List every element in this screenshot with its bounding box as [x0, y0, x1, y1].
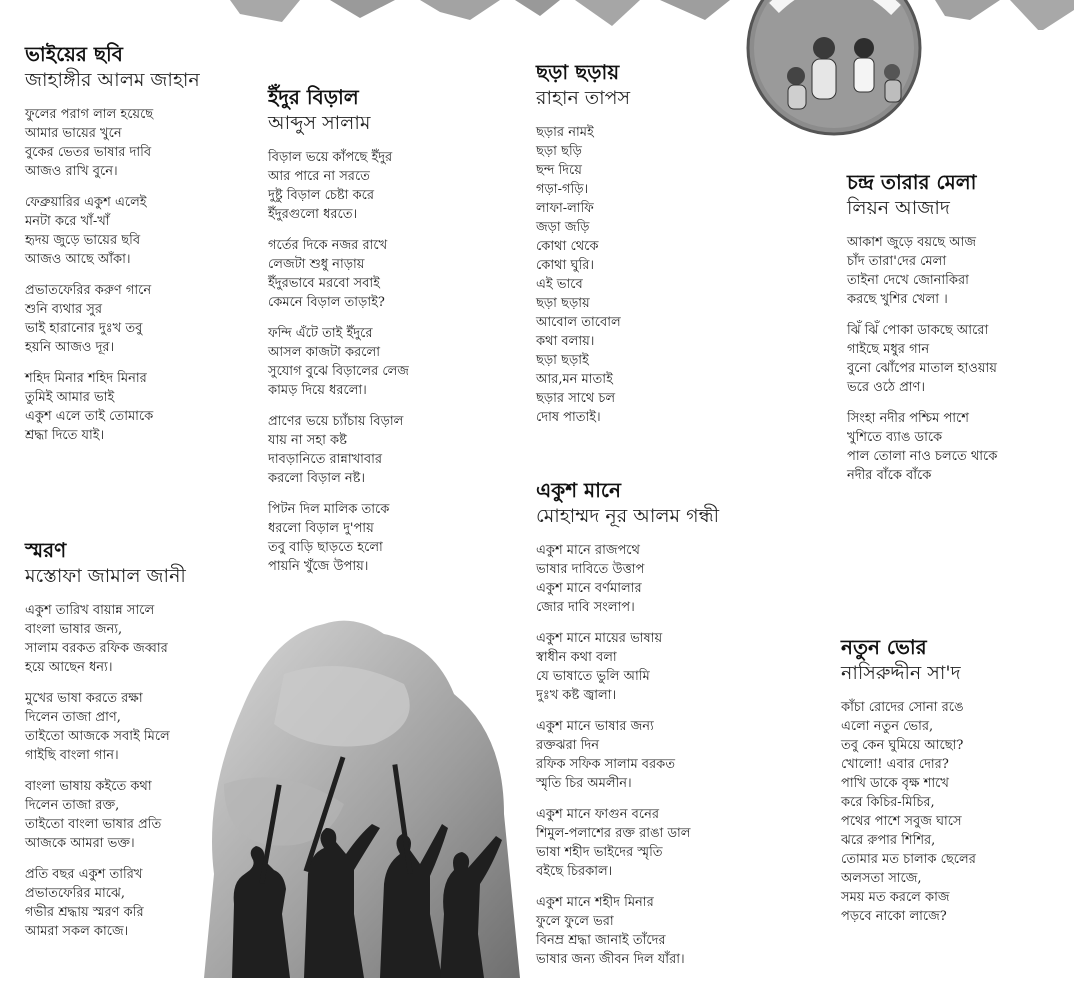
poem-line: রফিক সফিক সালাম বরকত	[536, 757, 676, 772]
poem-line: বুকের ভেতর ভাষার দাবি	[25, 145, 152, 160]
poem-line: সময় মত করলে কাজ	[841, 890, 950, 905]
stanza	[268, 324, 409, 400]
poem-line: ছড়া ছড়ায়	[536, 296, 590, 311]
poem-line: একুশ মানে শহীদ মিনার	[536, 895, 654, 910]
poem-line: গভীর শ্রদ্ধায় স্মরণ করি	[25, 905, 144, 920]
poem-line: কেমনে বিড়াল তাড়াই?	[268, 295, 385, 310]
poem-author: জাহাঙ্গীর আলম জাহান	[25, 69, 200, 91]
poem-line: যে ভাষাতে ভুলি আমি	[536, 669, 650, 684]
poem-line: কোথা ঘুরি।	[536, 258, 595, 273]
poem-line: দিলেন তাজা প্রাণ,	[25, 710, 121, 725]
poem-line: আজও রাখি বুনে।	[25, 164, 118, 179]
poem-line: বইছে চিরকাল।	[536, 864, 613, 879]
poem-ekush-mane	[536, 477, 719, 981]
poem-line: আসল কাজটা করলো	[268, 345, 380, 360]
poem-line: স্মৃতি চির অমলীন।	[536, 776, 632, 791]
poem-line: তবু কেন ঘুমিয়ে আছো?	[841, 738, 964, 753]
poem-line: ফেব্রুয়ারির একুশ এলেই	[25, 195, 147, 210]
poem-smaron	[25, 537, 186, 953]
poem-line: শ্রদ্ধা দিতে যাই।	[25, 428, 105, 443]
stanza	[847, 409, 997, 485]
stanza	[25, 689, 186, 765]
poem-line: ছড়া ছড়াই	[536, 353, 589, 368]
poem-line: ভাষার জন্য জীবন দিল যাঁরা।	[536, 952, 685, 967]
poem-line: হয়ে আছেন ধন্য।	[25, 660, 113, 675]
poem-line: কোথা থেকে	[536, 239, 599, 254]
poem-line: আর পারে না সরতে	[268, 169, 370, 184]
stanza	[847, 321, 997, 397]
stanza	[268, 500, 409, 576]
poem-line: ফুলে ফুলে ভরা	[536, 914, 614, 929]
poem-line: দিলেন তাজা রক্ত,	[25, 798, 120, 813]
poem-line: শুনি ব্যথার সুর	[25, 302, 103, 317]
poem-line: ইঁদুরগুলো ধরতে।	[268, 207, 358, 222]
poem-line: গাইছি বাংলা গান।	[25, 748, 119, 763]
badge-illustration	[746, 0, 922, 136]
poem-line: স্বাধীন কথা বলা	[536, 650, 617, 665]
poem-line: ছন্দ দিয়ে	[536, 163, 582, 178]
stanza	[536, 123, 630, 427]
poem-line: তাইনা দেখে জোনাকিরা	[847, 273, 969, 288]
poem-line: অলসতা সাজে,	[841, 871, 922, 886]
poem-line: করলো বিড়াল নষ্ট।	[268, 471, 366, 486]
stanza	[25, 281, 200, 357]
poem-chhora-chhoray	[536, 59, 630, 439]
badge-children-illustration	[746, 0, 922, 136]
poem-line: আকাশ জুড়ে বয়ছে আজ	[847, 235, 977, 250]
stanza	[841, 698, 976, 926]
poem-line: বাংলা ভাষার জন্য,	[25, 622, 123, 637]
poem-line: বুনো ঝোঁপের মাতাল হাওয়ায়	[847, 361, 997, 376]
poem-line: ঝিঁ ঝিঁ পোকা ডাকছে আরো	[847, 323, 989, 338]
poem-line: প্রাণের ভয়ে চ্যাঁচায় বিড়াল	[268, 414, 404, 429]
poem-line: তাইতো আজকে সবাই মিলে	[25, 729, 170, 744]
poem-line: তোমার মত চালাক ছেলের	[841, 852, 976, 867]
stanza	[268, 412, 409, 488]
poem-line: পড়বে নাকো লাজে?	[841, 909, 947, 924]
poem-line: পায়নি খুঁজে উপায়।	[268, 559, 369, 574]
poem-author: আব্দুস সালাম	[268, 112, 371, 134]
poem-line: জড়া জড়ি	[536, 220, 590, 235]
poem-line: হয়নি আজও দূর।	[25, 340, 115, 355]
poem-title: ইঁদুর বিড়াল	[268, 85, 359, 109]
poem-line: প্রভাতফেরির মাঝে,	[25, 886, 125, 901]
poem-line: এলো নতুন ভোর,	[841, 719, 934, 734]
poem-line: একুশ মানে ভাষার জন্য	[536, 719, 654, 734]
poem-line: লেজটা শুধু নাড়ায়	[268, 257, 365, 272]
poem-line: কথা বলায়।	[536, 334, 595, 349]
poem-line: করছে খুশির খেলা ।	[847, 292, 948, 307]
poem-title: স্মরণ	[25, 538, 67, 562]
poem-chandra-tarar-mela	[847, 169, 997, 497]
poem-line: বিড়াল ভয়ে কাঁপছে ইঁদুর	[268, 150, 393, 165]
poem-line: চাঁদ তারা'দের মেলা	[847, 254, 947, 269]
poem-line: লাফা-লাফি	[536, 201, 594, 216]
poem-author: মোহাম্মদ নূর আলম গন্ধী	[536, 505, 720, 527]
poem-line: ধরলো বিড়াল দু'পায়	[268, 521, 374, 536]
poem-line: করে কিচির-মিচির,	[841, 795, 935, 810]
poem-title: নতুন ভোর	[841, 635, 927, 659]
poem-line: প্রভাতফেরির করুণ গানে	[25, 283, 152, 298]
poem-line: ছড়ার নামই	[536, 125, 594, 140]
stanza	[25, 105, 200, 181]
stanza	[25, 777, 186, 853]
poem-title: ভাইয়ের ছবি	[25, 42, 123, 66]
poem-line: গড়া-গড়ি।	[536, 182, 589, 197]
poem-line: একুশ এলে তাই তোমাকে	[25, 409, 154, 424]
poem-line: প্রতি বছর একুশ তারিখ	[25, 867, 143, 882]
poem-line: গাইছে মধুর গান	[847, 342, 930, 357]
poem-line: তবু বাড়ি ছাড়তে হলো	[268, 540, 383, 555]
poem-line: সিংহা নদীর পশ্চিম পাশে	[847, 411, 969, 426]
stanza	[25, 601, 186, 677]
poem-line: কাঁচা রোদের সোনা রঙে	[841, 700, 964, 715]
poem-line: ভাষা শহীদ ভাইদের স্মৃতি	[536, 845, 663, 860]
poem-line: দাবড়ানিতে রান্নাখাবার	[268, 452, 383, 467]
stanza	[25, 865, 186, 941]
poem-line: জোর দাবি সংলাপ।	[536, 600, 635, 615]
poem-indur-biral	[268, 84, 409, 588]
poem-line: একুশ মানে ফাগুন বনের	[536, 807, 659, 822]
poem-natun-bhor	[841, 634, 976, 938]
poem-line: আমরা সকল কাজে।	[25, 924, 129, 939]
poem-line: শিমুল-পলাশের রক্ত রাঙা ডাল	[536, 826, 691, 841]
poem-line: কামড় দিয়ে ধরলো।	[268, 383, 367, 398]
poem-line: সুযোগ বুঝে বিড়ালের লেজ	[268, 364, 409, 379]
poem-line: ছড়া ছড়ি	[536, 144, 582, 159]
poem-title: একুশ মানে	[536, 478, 621, 502]
poem-line: রক্তঝরা দিন	[536, 738, 599, 753]
poem-title: ছড়া ছড়ায়	[536, 60, 620, 84]
poem-line: একুশ মানে বর্ণমালার	[536, 581, 642, 596]
poem-line: বিনম্র শ্রদ্ধা জানাই তাঁদের	[536, 933, 666, 948]
poem-line: দুঃখ কষ্ট জ্বালা।	[536, 688, 617, 703]
poem-line: আজকে আমরা ভক্ত।	[25, 836, 135, 851]
poem-line: এই ভাবে	[536, 277, 583, 292]
poem-bhaiyer-chhobi	[25, 41, 200, 457]
stanza	[268, 236, 409, 312]
stanza	[536, 805, 719, 881]
poem-author: রাহান তাপস	[536, 87, 631, 109]
stanza	[25, 193, 200, 269]
poem-line: মুখের ভাষা করতে রক্ষা	[25, 691, 143, 706]
stanza	[536, 893, 719, 969]
poem-line: ইঁদুরভাবে মরবো সবাই	[268, 276, 380, 291]
poem-line: খুশিতে ব্যাঙ ডাকে	[847, 430, 943, 445]
poem-author: নাসিরুদ্দীন সা'দ	[841, 662, 961, 684]
poem-title: চন্দ্র তারার মেলা	[847, 170, 977, 194]
protest-silhouette-illustration	[204, 614, 520, 978]
collage-illustration	[204, 614, 520, 978]
poem-line: বাংলা ভাষায় কইতে কথা	[25, 779, 152, 794]
poem-line: আর,মন মাতাই	[536, 372, 613, 387]
poem-line: মনটা করে খাঁ-খাঁ	[25, 214, 110, 229]
stanza	[25, 369, 200, 445]
poem-line: নদীর বাঁকে বাঁকে	[847, 468, 932, 483]
poem-line: যায় না সহা কষ্ট	[268, 433, 347, 448]
poem-line: ফুলের পরাগ লাল হয়েছে	[25, 107, 154, 122]
stanza	[536, 629, 719, 705]
poem-line: গর্তের দিকে নজর রাখে	[268, 238, 388, 253]
poem-line: ঝরে রুপার শিশির,	[841, 833, 936, 848]
poem-line: খোলো! এবার দোর?	[841, 757, 949, 772]
poem-line: ভাষার দাবিতে উত্তাপ	[536, 562, 645, 577]
poem-line: আমার ভায়ের খুনে	[25, 126, 122, 141]
poem-line: ছড়ার সাথে চল	[536, 391, 616, 406]
poem-line: একুশ মানে মায়ের ভাষায়	[536, 631, 663, 646]
poem-line: ভরে ওঠে প্রাণ।	[847, 380, 926, 395]
poem-line: শহিদ মিনার শহিদ মিনার	[25, 371, 147, 386]
poem-line: পাল তোলা নাও চলতে থাকে	[847, 449, 998, 464]
stanza	[268, 148, 409, 224]
poem-line: সালাম বরকত রফিক জব্বার	[25, 641, 168, 656]
stanza	[536, 541, 719, 617]
poem-line: ভাই হারানোর দুঃখ তবু	[25, 321, 143, 336]
poem-line: একুশ মানে রাজপথে	[536, 543, 640, 558]
poem-line: তাইতো বাংলা ভাষার প্রতি	[25, 817, 162, 832]
poem-author: মস্তোফা জামাল জানী	[25, 565, 186, 587]
stanza	[536, 717, 719, 793]
poem-author: লিয়ন আজাদ	[847, 197, 950, 219]
poem-line: একুশ তারিখ বায়ান্ন সালে	[25, 603, 155, 618]
poem-line: দুষ্টু বিড়াল চেষ্টা করে	[268, 188, 375, 203]
poem-line: দোষ পাতাই।	[536, 410, 601, 425]
poem-line: পাখি ডাকে বৃক্ষ শাখে	[841, 776, 949, 791]
stanza	[847, 233, 997, 309]
poem-line: তুমিই আমার ভাই	[25, 390, 115, 405]
poem-line: হৃদয় জুড়ে ভায়ের ছবি	[25, 233, 141, 248]
poem-line: আজও আছে আঁকা।	[25, 252, 131, 267]
poem-line: পথের পাশে সবুজ ঘাসে	[841, 814, 962, 829]
poem-line: পিটন দিল মালিক তাকে	[268, 502, 390, 517]
poem-line: ফন্দি এঁটে তাই ইঁদুরে	[268, 326, 373, 341]
poem-line: আবোল তাবোল	[536, 315, 621, 330]
